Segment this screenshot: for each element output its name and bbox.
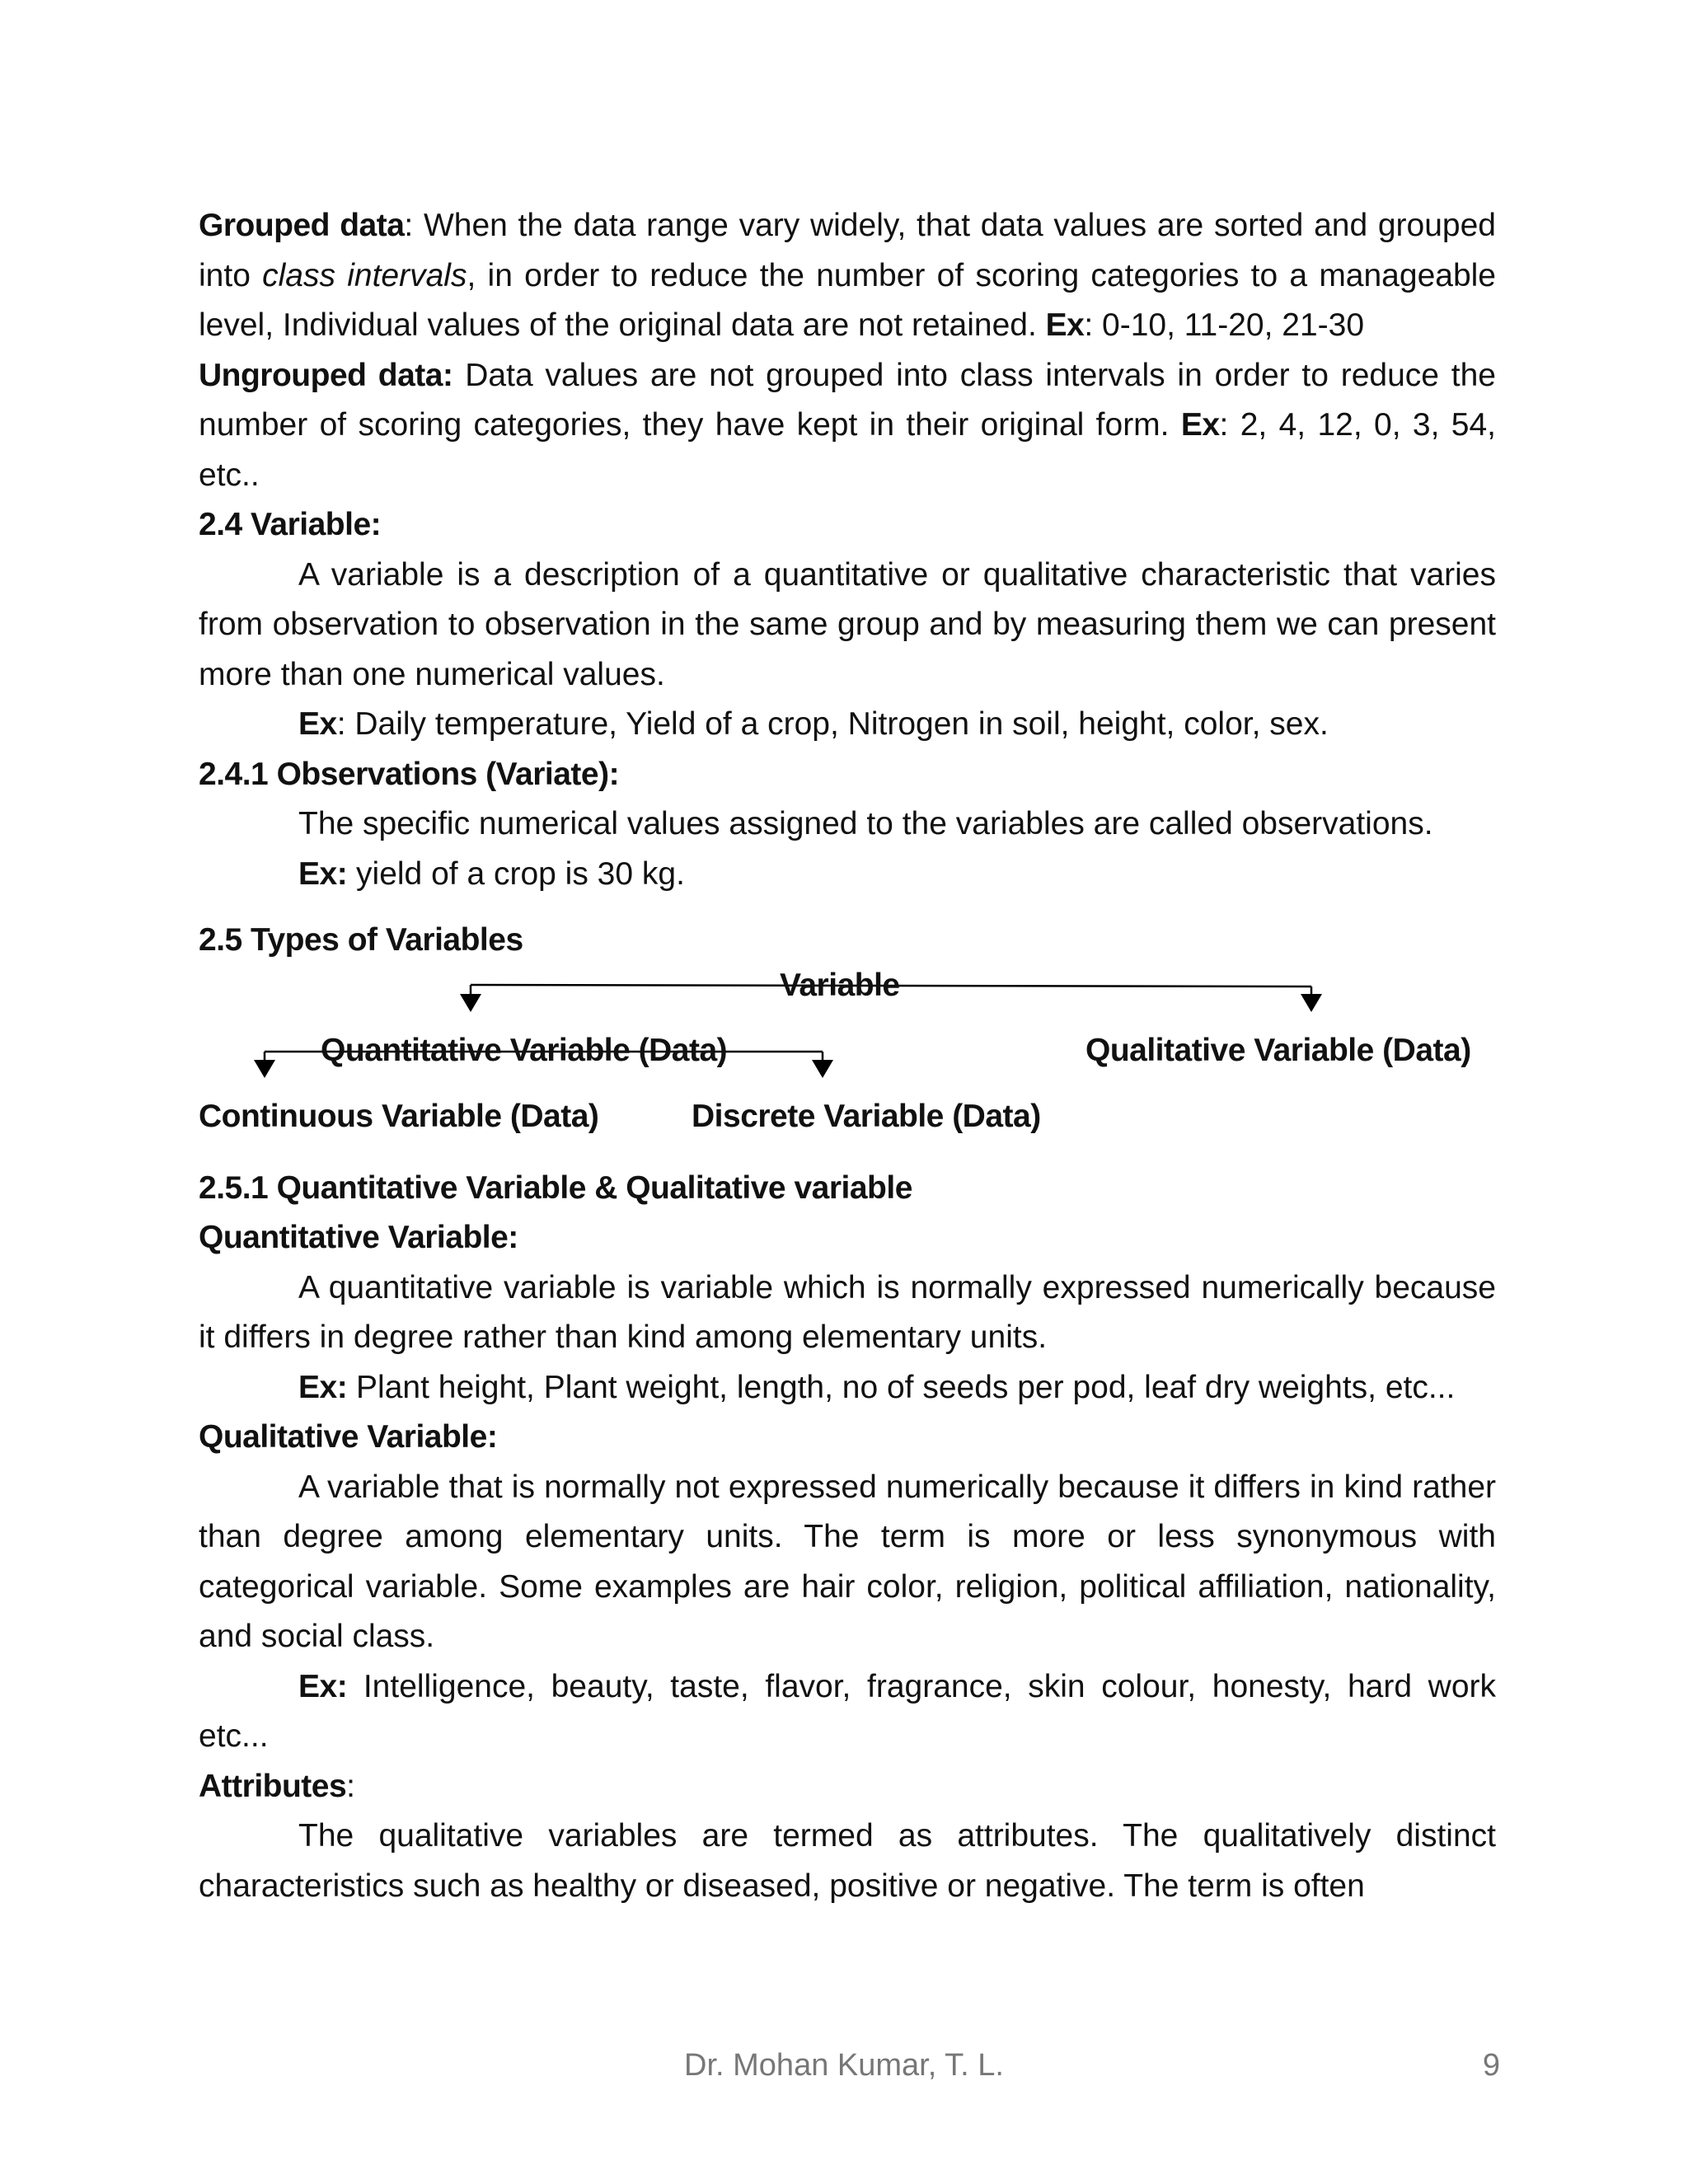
section-2-4-ex-label: Ex	[298, 706, 337, 742]
ungrouped-data-text: Data values are not grouped into class intervals in order to reduce the number of scoring categories, they have kept in their original form.	[199, 357, 1497, 443]
arrow-to-quantitative-icon	[460, 994, 481, 1012]
ungrouped-data-paragraph	[199, 351, 1496, 501]
page-content	[199, 201, 1496, 1911]
section-2-4-heading: 2.4 Variable:	[199, 507, 382, 542]
diagram-root-label: Variable	[780, 967, 900, 1003]
quantitative-variable-heading: Quantitative Variable:	[199, 1220, 518, 1255]
ungrouped-data-term: Ungrouped data:	[199, 357, 453, 393]
attributes-colon: :	[346, 1768, 356, 1804]
section-2-4-body: A variable is a description of a quantitative or qualitative characteristic that varies from observation to observation in the same group and by measuring them we can present more than one numerical values.	[199, 556, 1496, 692]
quantitative-ex-label: Ex:	[298, 1369, 348, 1405]
ungrouped-data-ex-text: : 2, 4, 12, 0, 3, 54, etc..	[199, 407, 1496, 493]
section-2-5-1-heading: 2.5.1 Quantitative Variable & Qualitative variable	[199, 1169, 912, 1206]
diagram-quantitative-label: Quantitative Variable (Data)	[321, 1032, 728, 1068]
diagram-discrete-label: Discrete Variable (Data)	[692, 1098, 1041, 1134]
section-2-4-1-example	[199, 850, 1496, 900]
grouped-data-text-b: , in order to reduce the number of scoring categories to a manageable level, Individual values of the original data are not retained.	[199, 257, 1496, 343]
footer-author: Dr. Mohan Kumar, T. L.	[684, 2048, 1004, 2083]
section-2-4-1-ex-text: yield of a crop is 30 kg.	[347, 855, 685, 892]
arrow-to-qualitative-icon	[1301, 994, 1322, 1012]
ungrouped-data-ex-label: Ex	[1180, 407, 1220, 443]
diagram-qualitative-label: Qualitative Variable (Data)	[1085, 1032, 1471, 1068]
section-2-4-example	[199, 700, 1496, 750]
qualitative-ex-text: Intelligence, beauty, taste, flavor, fragrance, skin colour, honesty, hard work etc...	[199, 1668, 1496, 1754]
grouped-data-text-a: : When the data range vary widely, that data values are sorted and grouped into	[199, 208, 1496, 293]
section-2-4-1-ex-label: Ex:	[298, 855, 348, 892]
grouped-data-paragraph	[199, 201, 1496, 351]
quantitative-variable-example	[199, 1363, 1496, 1413]
attributes-heading-line	[199, 1762, 1496, 1812]
qualitative-variable-example	[199, 1662, 1496, 1762]
quantitative-variable-body: A quantitative variable is variable which is normally expressed numerically because it differs in degree rather than kind among elementary units.	[199, 1269, 1496, 1355]
footer-page-number: 9	[1482, 2048, 1500, 2083]
grouped-data-ex-label: Ex	[1045, 307, 1085, 343]
section-2-4-ex-text: : Daily temperature, Yield of a crop, Nitrogen in soil, height, color, sex.	[336, 706, 1329, 742]
arrow-to-continuous-icon	[254, 1060, 275, 1078]
section-2-4-1-heading: 2.4.1 Observations (Variate):	[199, 756, 620, 792]
variable-types-diagram	[199, 966, 1496, 1164]
section-2-5-heading: 2.5 Types of Variables	[199, 922, 523, 958]
attributes-body: The qualitative variables are termed as attributes. The qualitatively distinct characteristics such as healthy or diseased, positive or negative. The term is often	[199, 1818, 1496, 1904]
grouped-data-ex-text: : 0-10, 11-20, 21-30	[1084, 307, 1365, 343]
grouped-data-italic: class intervals	[262, 257, 467, 293]
qualitative-variable-heading: Qualitative Variable:	[199, 1419, 498, 1455]
arrow-to-discrete-icon	[812, 1060, 833, 1078]
grouped-data-term: Grouped data	[199, 208, 405, 243]
quantitative-ex-text: Plant height, Plant weight, length, no of seeds per pod, leaf dry weights, etc...	[347, 1369, 1456, 1405]
qualitative-ex-label: Ex:	[298, 1668, 348, 1704]
section-2-4-1-body: The specific numerical values assigned to the variables are called observations.	[298, 806, 1433, 841]
attributes-heading: Attributes	[199, 1768, 347, 1804]
qualitative-variable-body: A variable that is normally not expressed numerically because it differs in kind rather than degree among elementary units. The term is more or less synonymous with categorical variable. Some examples are hair color, religion, political affiliation, nationality, and social class.	[199, 1469, 1496, 1654]
diagram-continuous-label: Continuous Variable (Data)	[199, 1098, 599, 1134]
